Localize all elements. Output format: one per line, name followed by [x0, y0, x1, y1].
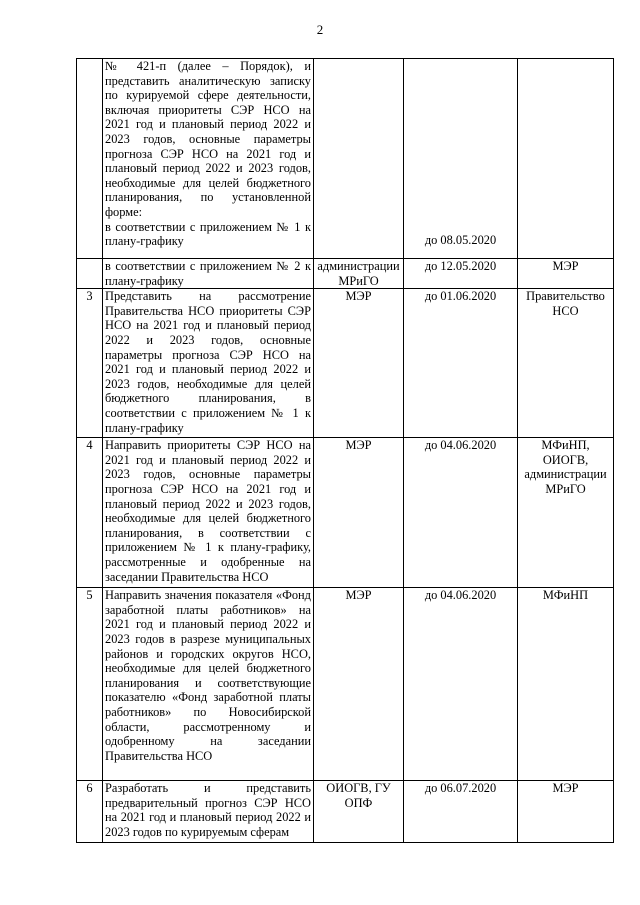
row-number: 4: [77, 438, 103, 588]
plan-schedule-table: [76, 58, 614, 843]
row-content: Направить приоритеты СЭР НСО на 2021 год и плановый период 2022 и 2023 годов, основные параметры прогноза СЭР НСО на 2021 год и плановый период 2022 и 2023 годов, необходимые для целей бюджетного планирования, в соответствии с приложением № 1 к плану-графику, рассмотренные и одобренные на заседании Правительства НСО: [103, 438, 314, 588]
table-row: [77, 259, 614, 289]
row-number: 5: [77, 588, 103, 781]
row-number: 6: [77, 781, 103, 843]
row-date-value: до 08.05.2020: [424, 233, 497, 247]
row-number: 3: [77, 289, 103, 438]
row-date: до 04.06.2020: [404, 438, 518, 588]
row-executor: МЭР: [314, 438, 404, 588]
row-coexecutor: [518, 59, 614, 259]
page-number: 2: [316, 22, 324, 37]
row-executor: [314, 59, 404, 259]
row-content: Разработать и представить предварительный прогноз СЭР НСО на 2021 год и плановый период 2022 и 2023 годов по курируемым сферам: [103, 781, 314, 843]
table-row: [77, 588, 614, 781]
row-date: до 04.06.2020: [404, 588, 518, 781]
row-executor: ОИОГВ, ГУ ОПФ: [314, 781, 404, 843]
row-number: [77, 259, 103, 289]
row-date: до 06.07.2020: [404, 781, 518, 843]
row-date: [404, 59, 518, 259]
row-executor: администрации МРиГО: [314, 259, 404, 289]
row-date: до 12.05.2020: [404, 259, 518, 289]
row-content-text: № 421-п (далее – Порядок), и представить аналитическую записку по курируемой сфере деятельности, включая приоритеты СЭР НСО на 2021 год и плановый период 2022 и 2023 годов, основные параметры прогноза СЭР НСО на 2021 год и плановый период 2022 и 2023 годов, необходимые для целей бюджетного планирования, по установленной форме:: [105, 59, 311, 219]
row-content-sub: в соответствии с приложением № 1 к плану-графику: [105, 219, 311, 249]
row-content: Представить на рассмотрение Правительства НСО приоритеты СЭР НСО на 2021 год и плановый период 2022 и 2023 годов, основные параметры прогноза СЭР НСО на 2021 год и плановый период 2022 и 2023 годов, необходимые для целей бюджетного планирования, в соответствии с приложением № 1 к плану-графику: [103, 289, 314, 438]
row-executor: МЭР: [314, 588, 404, 781]
row-content: Направить значения показателя «Фонд заработной платы работников» на 2021 год и плановый период 2022 и 2023 годов в разрезе муниципальных районов и городских округов НСО, необходимые для целей бюджетного планирования и соответствующие показателю «Фонд заработной платы работников» по Новосибирской области, рассмотренному и одобренному на заседании Правительства НСО: [103, 588, 314, 781]
table-row: [77, 781, 614, 843]
table-row: [77, 289, 614, 438]
table-row: [77, 59, 614, 259]
row-coexecutor: МФиНП: [518, 588, 614, 781]
row-coexecutor: МЭР: [518, 259, 614, 289]
row-content: в соответствии с приложением № 2 к плану-графику: [103, 259, 314, 289]
table-row: [77, 438, 614, 588]
row-date: до 01.06.2020: [404, 289, 518, 438]
row-coexecutor: Правительство НСО: [518, 289, 614, 438]
row-executor: МЭР: [314, 289, 404, 438]
row-coexecutor: МФиНП, ОИОГВ, администрации МРиГО: [518, 438, 614, 588]
row-number: [77, 59, 103, 259]
row-content: [103, 59, 314, 259]
row-coexecutor: МЭР: [518, 781, 614, 843]
